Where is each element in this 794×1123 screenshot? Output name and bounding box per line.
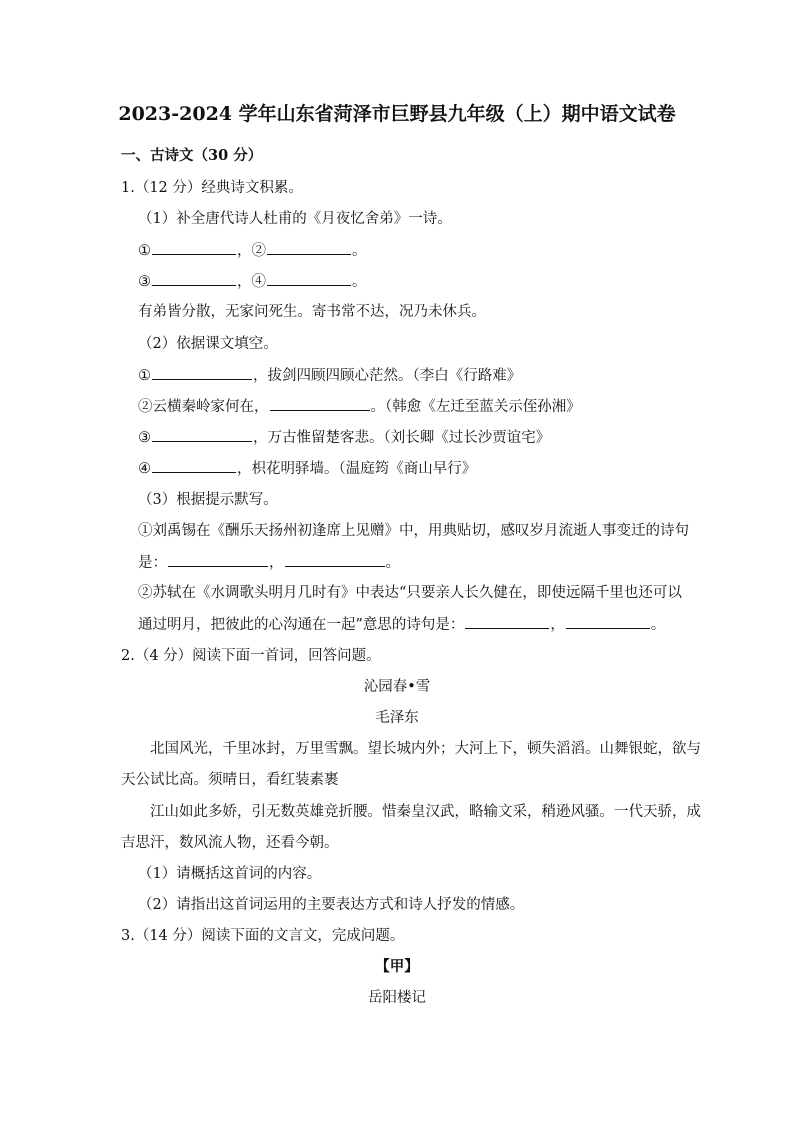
passage-label: 【甲】 <box>375 958 419 975</box>
q1-part3-item-a-line2 <box>138 552 400 573</box>
q1-blank-row-1 <box>138 240 367 261</box>
answer-blank <box>566 614 650 629</box>
punct: 。 <box>650 617 666 633</box>
section-heading: 一、古诗文（30 分） <box>121 147 263 164</box>
marker: ③ <box>138 430 151 446</box>
item-text: ，拔剑四顾四顾心茫然。（李白《行路难》 <box>253 368 522 384</box>
marker: ④ <box>138 461 151 477</box>
answer-blank <box>152 271 236 286</box>
poem-author: 毛泽东 <box>375 710 419 726</box>
answer-blank <box>152 365 252 380</box>
answer-blank <box>152 427 252 442</box>
answer-blank <box>465 614 549 629</box>
punct: 。 <box>385 555 400 571</box>
q1-part2-item-c <box>138 427 550 448</box>
marker: ④ <box>251 274 266 290</box>
answer-blank <box>152 458 236 473</box>
punct: ， <box>269 555 284 571</box>
item-text: 通过明月，把彼此的心沟通在一起”意思的诗句是： <box>138 617 465 633</box>
item-text: 是： <box>138 555 167 571</box>
q1-part2-intro: （2）依据课文填空。 <box>138 336 278 352</box>
answer-blank <box>267 271 351 286</box>
poem-para2-line2: 吉思汗，数风流人物，还看今朝。 <box>121 835 339 851</box>
punct: ， <box>550 617 565 633</box>
marker: ③ <box>138 274 151 290</box>
poem-last-lines: 有弟皆分散，无家问死生。寄书常不达，况乃未休兵。 <box>138 304 486 320</box>
item-text: ，枳花明驿墙。（温庭筠《商山早行》 <box>237 461 477 477</box>
poem-para1-line2: 天公试比高。须晴日，看红装素裹 <box>121 772 339 788</box>
answer-blank <box>267 240 351 255</box>
passage-title: 岳阳楼记 <box>368 990 426 1006</box>
item-text: 。（韩愈《左迁至蓝关示侄孙湘》 <box>370 399 581 415</box>
question-3-stem: 3.（14 分）阅读下面的文言文，完成问题。 <box>121 928 405 944</box>
poem-para2-line1: 江山如此多娇，引无数英雄竞折腰。惜秦皇汉武，略输文采，稍逊风骚。一代天骄，成 <box>150 804 701 820</box>
q1-part3-intro: （3）根据提示默写。 <box>138 492 278 508</box>
marker: ② <box>251 243 266 259</box>
item-text: ，万古惟留楚客悲。（刘长卿《过长沙贾谊宅》 <box>253 430 551 446</box>
answer-blank <box>168 552 268 567</box>
q1-part2-item-a <box>138 365 521 386</box>
marker: ① <box>138 243 151 259</box>
answer-blank <box>152 240 236 255</box>
q1-part1-intro: （1）补全唐代诗人杜甫的《月夜忆舍弟》一诗。 <box>138 211 452 227</box>
answer-blank <box>270 396 370 411</box>
marker: ① <box>138 368 151 384</box>
punct: 。 <box>352 243 367 259</box>
q1-part3-item-a-line1: ①刘禹锡在《酬乐天扬州初逢席上见赠》中，用典贴切，感叹岁月流逝人事变迁的诗句 <box>138 523 689 539</box>
answer-blank <box>285 552 385 567</box>
poem-para1-line1: 北国风光，千里冰封，万里雪飘。望长城内外；大河上下，顿失滔滔。山舞银蛇，欲与 <box>150 741 701 757</box>
page-title: 2023-2024 学年山东省菏泽市巨野县九年级（上）期中语文试卷 <box>118 103 676 125</box>
q1-blank-row-2 <box>138 271 367 292</box>
q1-part3-item-b-line2 <box>138 614 665 635</box>
q1-part2-item-b <box>138 396 581 417</box>
q1-part3-item-b-line1: ②苏轼在《水调歌头明月几时有》中表达“只要亲人长久健在，即使远隔千里也还可以 <box>138 585 682 601</box>
question-1-stem: 1.（12 分）经典诗文积累。 <box>121 180 303 196</box>
punct: ， <box>237 243 252 259</box>
q2-sub1: （1）请概括这首词的内容。 <box>138 866 322 882</box>
item-text: ②云横秦岭家何在， <box>138 399 269 415</box>
q2-sub2: （2）请指出这首词运用的主要表达方式和诗人抒发的情感。 <box>138 897 525 913</box>
punct: ， <box>237 274 252 290</box>
q1-part2-item-d <box>138 458 476 479</box>
poem-title: 沁园春•雪 <box>363 679 431 695</box>
question-2-stem: 2.（4 分）阅读下面一首词，回答问题。 <box>121 648 381 664</box>
punct: 。 <box>352 274 367 290</box>
